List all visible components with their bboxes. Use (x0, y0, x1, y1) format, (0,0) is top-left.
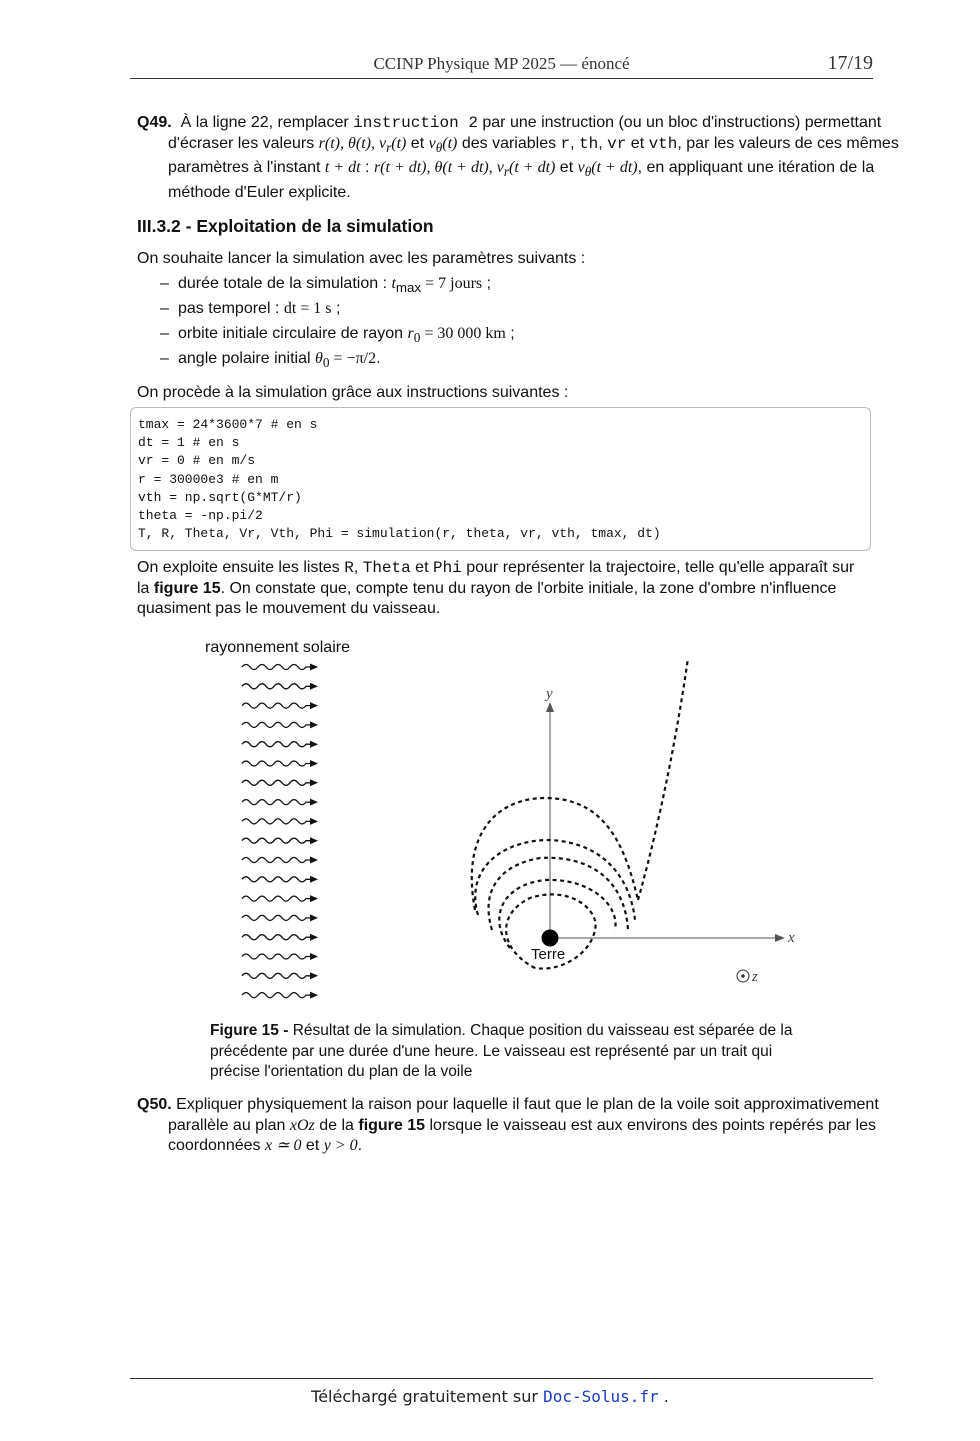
radiation-arrowhead (310, 741, 318, 748)
page-footer: Téléchargé gratuitement sur Doc-Solus.fr . (311, 1387, 669, 1406)
spacecraft-trajectory (472, 658, 688, 969)
page-number: 17/19 (827, 52, 873, 74)
radiation-wave-arrow (242, 665, 312, 670)
radiation-arrowhead (310, 702, 318, 709)
solar-radiation-arrows (242, 664, 318, 999)
y-axis-label: y (546, 686, 553, 702)
trajectory-loop-5 (472, 798, 638, 910)
radiation-wave-arrow (242, 935, 312, 940)
header-title: CCINP Physique MP 2025 — énoncé (373, 54, 630, 73)
radiation-arrowhead (310, 992, 318, 999)
radiation-arrowhead (310, 779, 318, 786)
footer-rule (130, 1378, 873, 1379)
radiation-arrowhead (310, 972, 318, 979)
radiation-arrowhead (310, 953, 318, 960)
trajectory-escape (638, 658, 688, 900)
radiation-wave-arrow (242, 684, 312, 689)
z-axis-dot (741, 974, 745, 978)
list-item: – durée totale de la simulation : $t_{max} = 7$ jours ; (160, 275, 492, 296)
question-label: Q49. (137, 114, 172, 131)
earth-label: Terre (531, 946, 566, 963)
radiation-wave-arrow (242, 838, 312, 843)
intro-params: On souhaite lancer la simulation avec les paramètres suivants : (137, 250, 586, 267)
list-item: – orbite initiale circulaire de rayon $r_0 = 30$ 000 km ; (160, 325, 515, 346)
radiation-label: rayonnement solaire (205, 639, 350, 656)
radiation-arrowhead (310, 683, 318, 690)
parameter-list (160, 271, 515, 371)
code-block (130, 407, 871, 551)
radiation-wave-arrow (242, 819, 312, 824)
section-title: III.3.2 - Exploitation de la simulation (137, 216, 434, 236)
radiation-arrowhead (310, 721, 318, 728)
radiation-arrowhead (310, 895, 318, 902)
radiation-wave-arrow (242, 896, 312, 901)
radiation-wave-arrow (242, 761, 312, 766)
figure-caption: Figure 15 - Résultat de la simulation. Chaque position du vaisseau est séparée de la précédente par une durée d'une heure. Le vaisseau est représenté par un trait qui précise l'orientation du plan de la voile (210, 1022, 793, 1080)
radiation-arrowhead (310, 837, 318, 844)
earth-marker (542, 930, 559, 947)
intro-code: On procède à la simulation grâce aux instructions suivantes : (137, 384, 569, 401)
exploit-paragraph: On exploite ensuite les listes R, Theta et Phi pour représenter la trajectoire, telle qu'elle apparaît sur la figure 15. On constate que, compte tenu du rayon de l'orbite initiale, la zone d'ombre n'influence quasiment pas le mouvement du vaisseau. (137, 559, 855, 617)
z-axis-label: z (752, 969, 758, 985)
question-label: Q50. (137, 1096, 172, 1113)
question-49: Q49. À la ligne 22, remplacer instruction 2 par une instruction (ou un bloc d'instructions) permettant d'écraser les valeurs r(t), θ(t), $v_r(t)$ et $v_\theta(t)$ des variables r, th, vr et vth, par les valeurs de ces mêmes paramètres à l'instant t + dt : r(t + dt), θ(t + dt), $v_r(t + dt)$ et $v_\theta(t + dt)$, en appliquant une itération de la méthode d'Euler explicite. (137, 114, 899, 201)
radiation-wave-arrow (242, 954, 312, 959)
list-item: – angle polaire initial $\theta_0 = -\pi/2$. (160, 350, 381, 371)
radiation-arrowhead (310, 818, 318, 825)
question-50: Q50. Expliquer physiquement la raison pour laquelle il faut que le plan de la voile soit approximativement parallèle au plan xOz de la figure 15 lorsque le vaisseau est aux environs des points repérés par les coordonnées x ≃ 0 et y > 0. (137, 1096, 879, 1154)
list-item: – pas temporel : dt = 1 s ; (160, 300, 341, 317)
radiation-wave-arrow (242, 722, 312, 727)
radiation-arrowhead (310, 934, 318, 941)
trajectory-diagram (200, 630, 820, 1010)
radiation-arrowhead (310, 876, 318, 883)
radiation-wave-arrow (242, 800, 312, 805)
radiation-arrowhead (310, 664, 318, 671)
radiation-arrowhead (310, 799, 318, 806)
code-listing: tmax = 24*3600*7 # en s dt = 1 # en s vr = 0 # en m/s r = 30000e3 # en m vth = np.sqrt(G*MT/r) theta = -np.pi/2 T, R, Theta, Vr, Vth, Phi = simulation(r, theta, vr, vth, tmax, dt) (138, 417, 661, 542)
figure-15 (200, 630, 820, 1010)
radiation-arrowhead (310, 760, 318, 767)
radiation-wave-arrow (242, 877, 312, 882)
x-axis-label: x (788, 930, 795, 946)
radiation-wave-arrow (242, 703, 312, 708)
radiation-wave-arrow (242, 742, 312, 747)
radiation-wave-arrow (242, 993, 312, 998)
radiation-arrowhead (310, 914, 318, 921)
y-axis-arrowhead (546, 702, 554, 712)
page-header (130, 52, 873, 79)
radiation-wave-arrow (242, 973, 312, 978)
radiation-wave-arrow (242, 858, 312, 863)
x-axis-arrowhead (775, 934, 785, 942)
doc-solus-link[interactable]: Doc-Solus.fr (543, 1387, 659, 1406)
radiation-arrowhead (310, 857, 318, 864)
radiation-wave-arrow (242, 915, 312, 920)
radiation-wave-arrow (242, 780, 312, 785)
